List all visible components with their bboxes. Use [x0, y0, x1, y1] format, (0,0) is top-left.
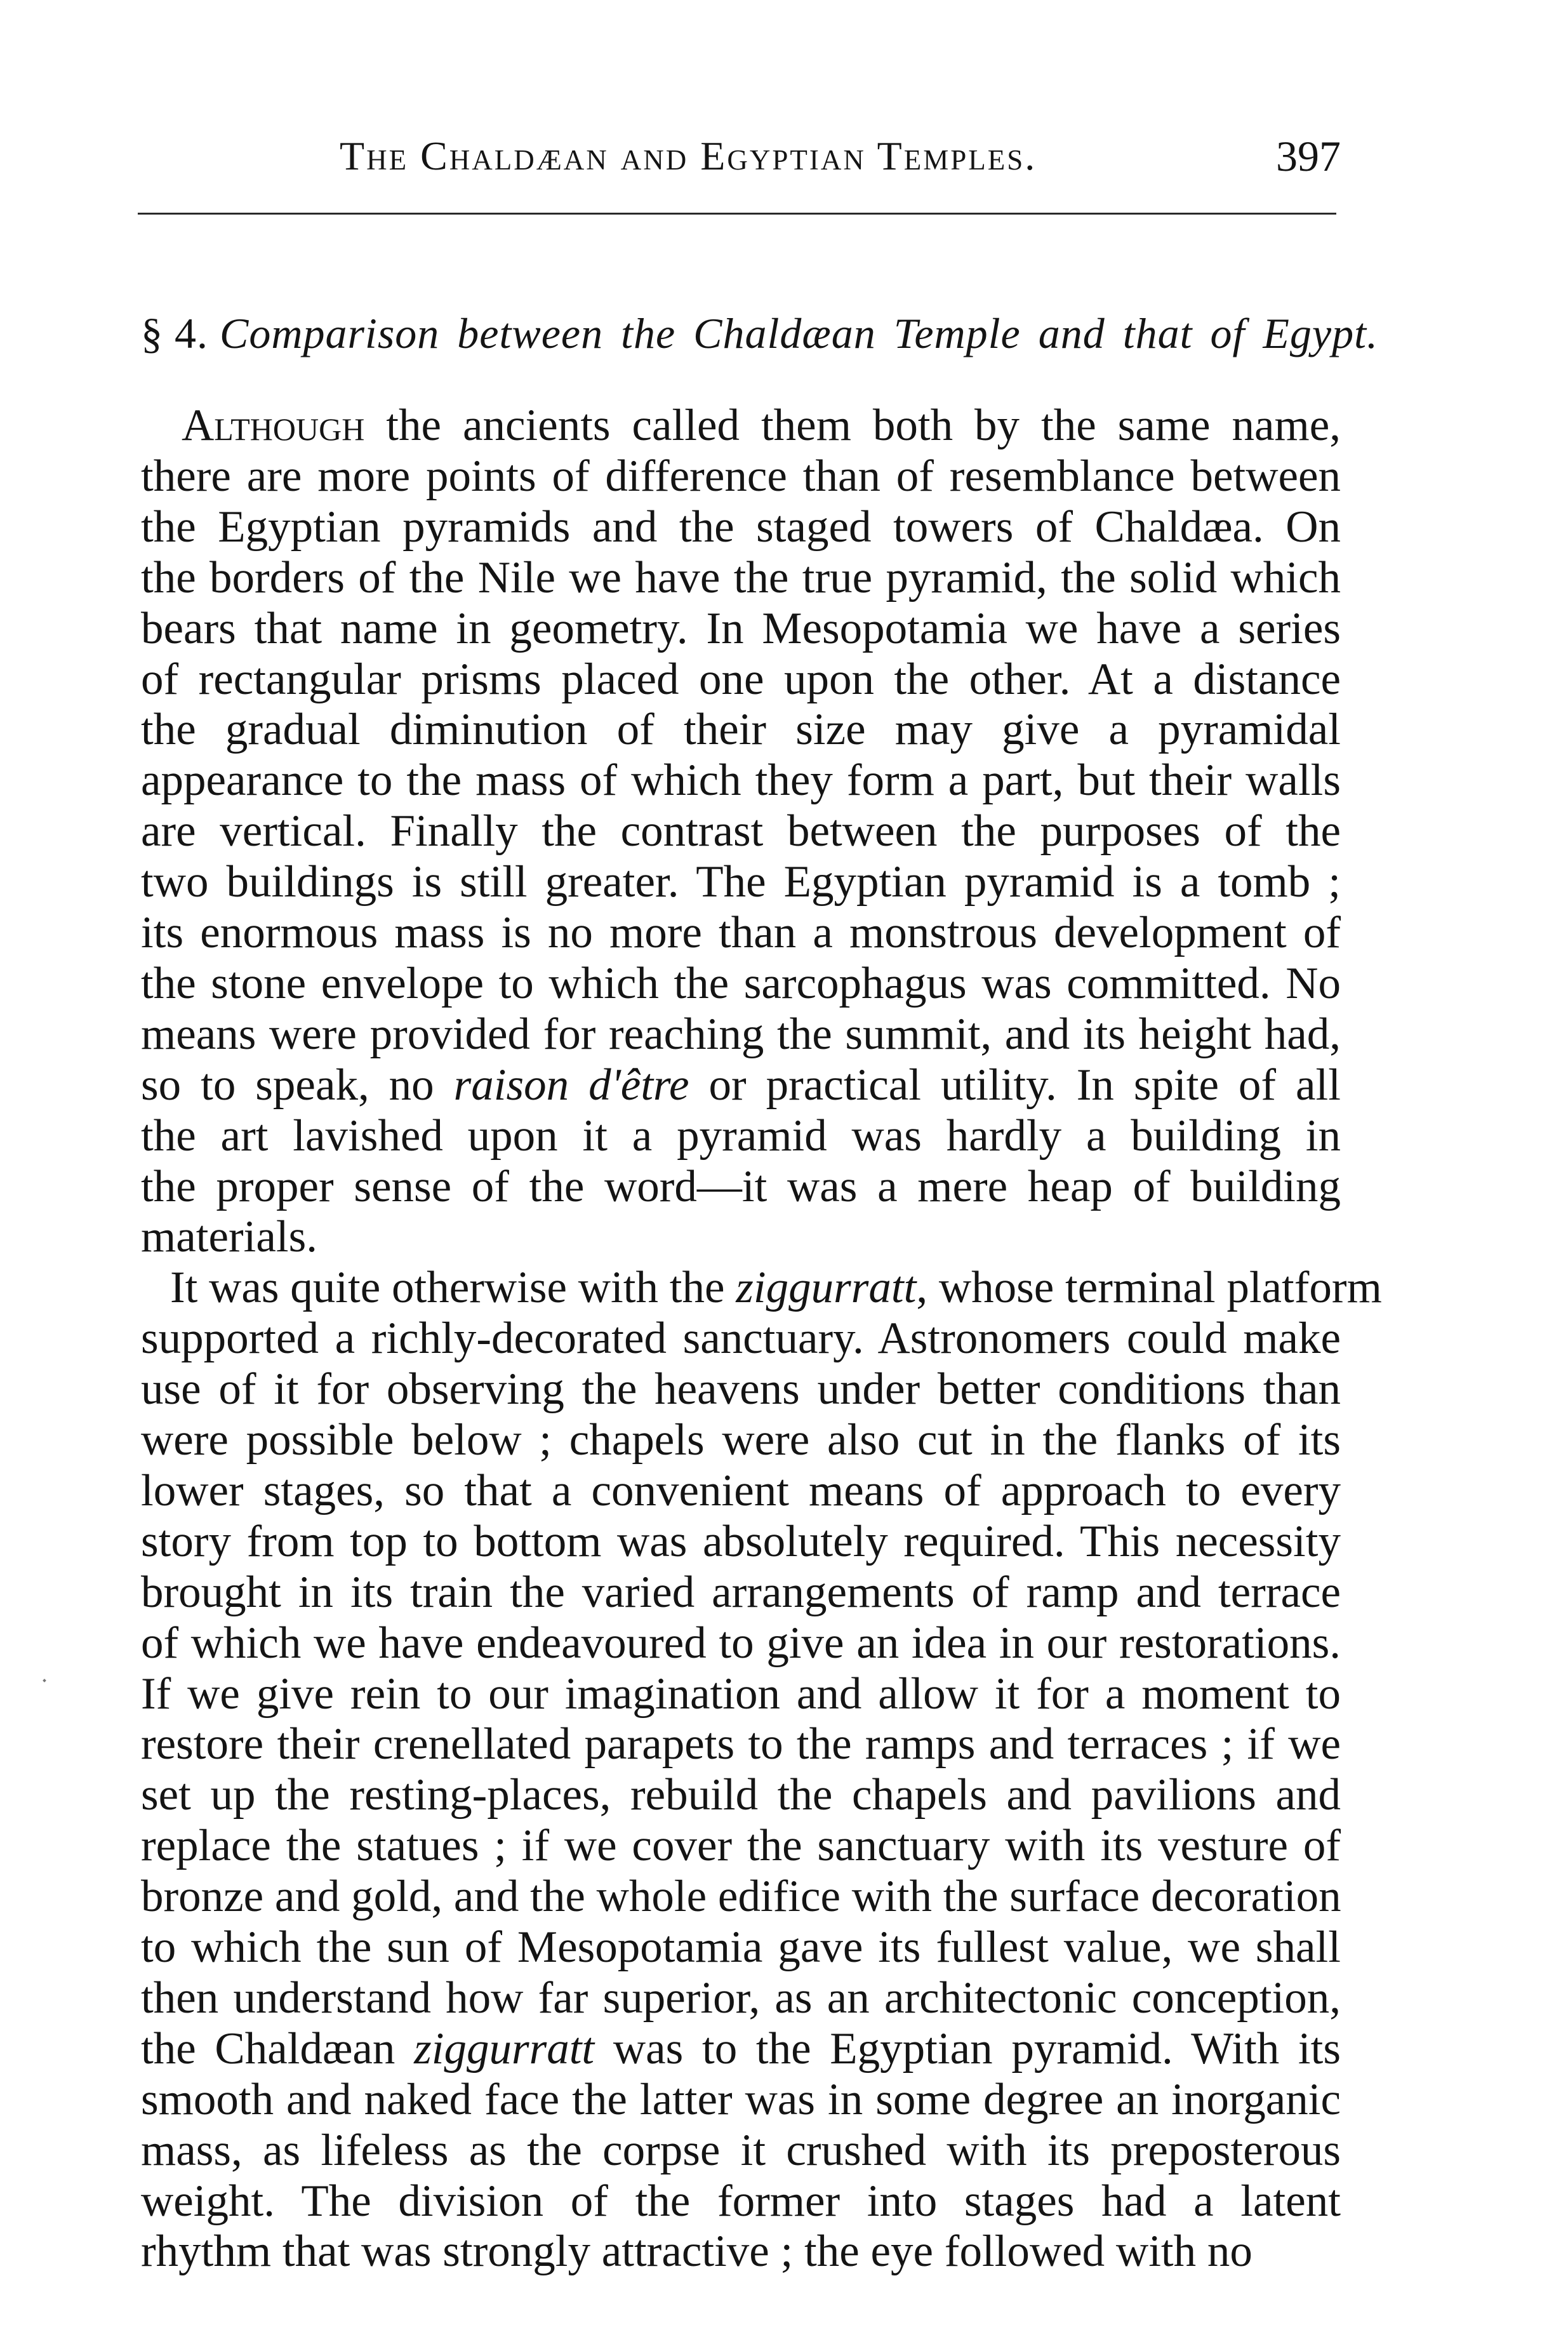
text-line: replace the statues ; if we cover the sanctuary with its vesture of [141, 1821, 1341, 1870]
text-line: the Chaldæan ziggurratt was to the Egyptian pyramid. With its [141, 2024, 1341, 2074]
text-line: rhythm that was strongly attractive ; the eye followed with no [141, 2227, 1252, 2276]
text-line: so to speak, no raison d'être or practical utility. In spite of all [141, 1060, 1341, 1110]
text-line: the stone envelope to which the sarcophagus was committed. No [141, 959, 1341, 1008]
text-line: brought in its train the varied arrangements of ramp and terrace [141, 1568, 1341, 1617]
text-line: set up the resting-places, rebuild the chapels and pavilions and [141, 1770, 1341, 1820]
text-line: materials. [141, 1212, 317, 1262]
text-line: If we give rein to our imagination and allow it for a moment to [141, 1669, 1341, 1719]
text-line: Although the ancients called them both by the same name, [182, 401, 1341, 450]
header-rule [138, 213, 1336, 215]
text-line: It was quite otherwise with the ziggurratt, whose terminal platform [170, 1263, 1382, 1312]
text-line: bears that name in geometry. In Mesopotamia we have a series [141, 604, 1341, 653]
text-line: its enormous mass is no more than a monstrous development of [141, 908, 1341, 957]
text-line: means were provided for reaching the summit, and its height had, [141, 1009, 1341, 1059]
text-line: then understand how far superior, as an architectonic conception, [141, 1973, 1341, 2023]
margin-speck [43, 1679, 46, 1682]
italic-term: ziggurratt [736, 1263, 917, 1312]
section-title: Comparison between the Chaldæan Temple and that of Egypt. [220, 309, 1378, 357]
text-line: restore their crenellated parapets to the ramps and terraces ; if we [141, 1719, 1341, 1769]
page-number: 397 [1276, 132, 1341, 180]
text-line: appearance to the mass of which they form a part, but their walls [141, 756, 1341, 805]
text-line: bronze and gold, and the whole edifice with the surface decoration [141, 1872, 1341, 1921]
text-line: were possible below ; chapels were also cut in the flanks of its [141, 1415, 1341, 1465]
section-heading [141, 306, 1378, 361]
text-line: lower stages, so that a convenient means of approach to every [141, 1466, 1341, 1515]
italic-term: ziggurratt [414, 2024, 595, 2074]
text-line: the proper sense of the word—it was a mere heap of building [141, 1162, 1341, 1211]
text-line: the borders of the Nile we have the true pyramid, the solid which [141, 553, 1341, 603]
text-line: the Egyptian pyramids and the staged towers of Chaldæa. On [141, 502, 1341, 552]
text-line: story from top to bottom was absolutely required. This necessity [141, 1517, 1341, 1566]
section-number: § 4. [141, 309, 208, 357]
text-line: weight. The division of the former into stages had a latent [141, 2176, 1341, 2226]
text-line: smooth and naked face the latter was in some degree an inorganic [141, 2075, 1341, 2124]
text-line: are vertical. Finally the contrast between the purposes of the [141, 806, 1341, 856]
text-line: of rectangular prisms placed one upon the other. At a distance [141, 655, 1341, 704]
text-line: of which we have endeavoured to give an idea in our restorations. [141, 1618, 1341, 1668]
text-line: the art lavished upon it a pyramid was hardly a building in [141, 1111, 1341, 1161]
running-head-title: The Chaldæan and Egyptian Temples. [340, 133, 1037, 178]
text-line: mass, as lifeless as the corpse it crushed with its preposterous [141, 2126, 1341, 2175]
text-line: there are more points of difference than of resemblance between [141, 451, 1341, 501]
italic-term: raison d'être [453, 1060, 689, 1110]
text-line: the gradual diminution of their size may give a pyramidal [141, 705, 1341, 754]
lead-in-smallcaps: Although [182, 401, 365, 450]
text-line: two buildings is still greater. The Egyptian pyramid is a tomb ; [141, 857, 1341, 907]
text-line: use of it for observing the heavens under better conditions than [141, 1364, 1341, 1414]
text-line: to which the sun of Mesopotamia gave its fullest value, we shall [141, 1922, 1341, 1972]
text-line: supported a richly-decorated sanctuary. Astronomers could make [141, 1314, 1341, 1363]
